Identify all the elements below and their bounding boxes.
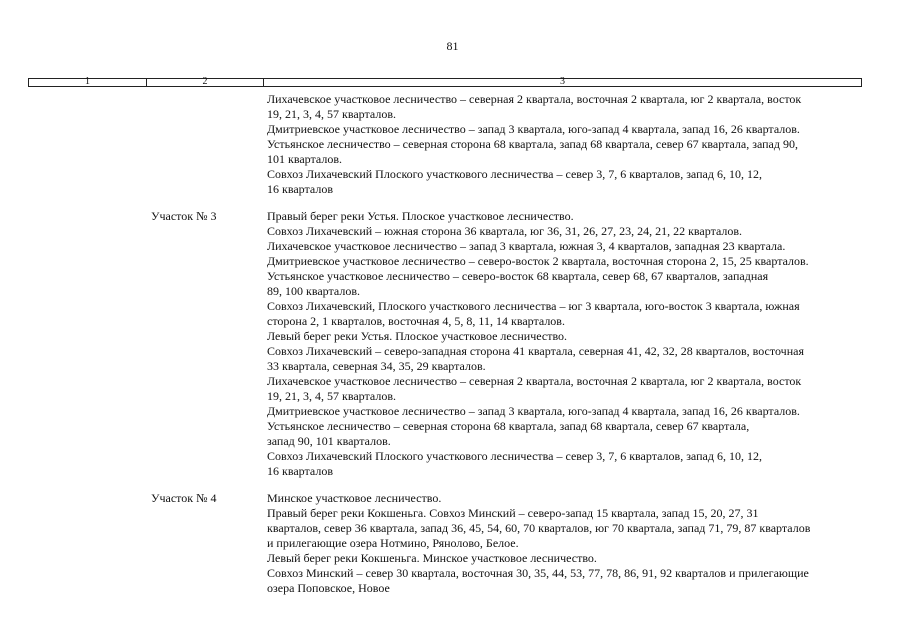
text-line: Совхоз Минский – север 30 квартала, восточная 30, 35, 44, 53, 77, 78, 86, 91, 92 кварталов и прилегающие xyxy=(267,566,809,580)
text-line: Дмитриевское участковое лесничество – северо-восток 2 квартала, восточная сторона 2, 15, 25 кварталов. xyxy=(267,254,809,268)
text-line: Лихачевское участковое лесничество – северная 2 квартала, восточная 2 квартала, юг 2 квартала, восток xyxy=(267,374,802,388)
column-2-header: 2 xyxy=(202,76,208,87)
section-4-text xyxy=(267,491,810,596)
text-line: Правый берег реки Устья. Плоское участковое лесничество. xyxy=(267,209,574,223)
text-line: Совхоз Лихачевский – северо-западная сторона 41 квартала, северная 41, 42, 32, 28 кварталов, восточная xyxy=(267,344,804,358)
section-label-4: Участок № 4 xyxy=(151,491,217,505)
text-line: Правый берег реки Кокшеньга. Совхоз Минский – северо-запад 15 квартала, запад 15, 20, 27, 31 xyxy=(267,506,759,520)
text-line: 33 квартала, северная 34, 35, 29 кварталов. xyxy=(267,359,486,373)
section-3-text xyxy=(267,209,809,479)
text-line: Совхоз Лихачевский – южная сторона 36 квартала, юг 36, 31, 26, 27, 23, 24, 21, 22 кварталов. xyxy=(267,224,743,238)
text-line: Левый берег реки Устья. Плоское участковое лесничество. xyxy=(267,329,568,343)
text-line: сторона 2, 1 кварталов, восточная 4, 5, 8, 11, 14 кварталов. xyxy=(267,314,565,328)
column-header-row xyxy=(28,78,862,87)
text-line: Устьянское лесничество – северная сторона 68 квартала, запад 68 квартала, север 67 квартала, xyxy=(267,419,750,433)
text-line: Минское участковое лесничество. xyxy=(267,491,442,505)
text-line: Совхоз Лихачевский, Плоского участкового лесничества – юг 3 квартала, юго-восток 3 квартала, южная xyxy=(267,299,800,313)
text-line: Дмитриевское участковое лесничество – запад 3 квартала, юго-запад 4 квартала, запад 16, 26 кварталов. xyxy=(267,122,800,136)
text-line: Лихачевское участковое лесничество – северная 2 квартала, восточная 2 квартала, юг 2 квартала, восток xyxy=(267,92,802,106)
text-line: озера Поповское, Новое xyxy=(267,581,390,595)
column-3-header: 3 xyxy=(560,76,565,87)
text-line: и прилегающие озера Нотмино, Рянолово, Белое. xyxy=(267,536,519,550)
text-line: Лихачевское участковое лесничество – запад 3 квартала, южная 3, 4 кварталов, западная 23 квартала. xyxy=(267,239,786,253)
text-line: 16 кварталов xyxy=(267,464,333,478)
text-line: Совхоз Лихачевский Плоского участкового лесничества – север 3, 7, 6 кварталов, запад 6, 10, 12, xyxy=(267,167,762,181)
text-line: Устьянское участковое лесничество – северо-восток 68 квартала, север 68, 67 кварталов, западная xyxy=(267,269,769,283)
text-line: 101 кварталов. xyxy=(267,152,342,166)
text-line: 19, 21, 3, 4, 57 кварталов. xyxy=(267,389,396,403)
page-number: 81 xyxy=(446,39,459,53)
text-line: 89, 100 кварталов. xyxy=(267,284,360,298)
text-line: Совхоз Лихачевский Плоского участкового лесничества – север 3, 7, 6 кварталов, запад 6, 10, 12, xyxy=(267,449,762,463)
column-1-header: 1 xyxy=(85,76,90,87)
text-line: запад 90, 101 кварталов. xyxy=(267,434,391,448)
continuation-block xyxy=(267,92,801,197)
text-line: Левый берег реки Кокшеньга. Минское участковое лесничество. xyxy=(267,551,597,565)
text-line: кварталов, север 36 квартала, запад 36, 45, 54, 60, 70 кварталов, юг 70 квартала, запад 71, 79, 87 кварталов xyxy=(267,521,811,535)
section-label-3: Участок № 3 xyxy=(151,209,217,223)
text-line: Устьянское лесничество – северная сторона 68 квартала, запад 68 квартала, север 67 квартала, запад 90, xyxy=(267,137,798,151)
text-line: 19, 21, 3, 4, 57 кварталов. xyxy=(267,107,396,121)
text-line: 16 кварталов xyxy=(267,182,333,196)
text-line: Дмитриевское участковое лесничество – запад 3 квартала, юго-запад 4 квартала, запад 16, 26 кварталов. xyxy=(267,404,800,418)
